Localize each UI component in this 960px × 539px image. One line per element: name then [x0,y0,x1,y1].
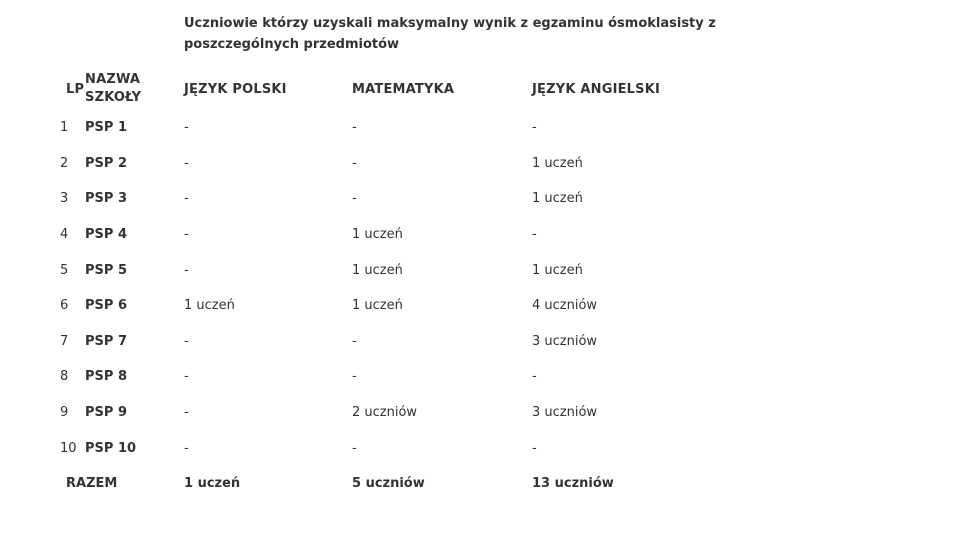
table-row [60,146,732,182]
total-label: RAZEM [66,476,118,492]
results-table [60,68,732,502]
cell-school-name: PSP 3 [85,191,127,207]
cell-lp: 5 [60,262,69,278]
cell-school-name: PSP 2 [85,155,127,171]
cell-matematyka: 1 uczeń [352,227,403,243]
cell-angielski: 1 uczeń [532,262,583,278]
cell-lp: 8 [60,369,69,385]
cell-lp: 7 [60,333,69,349]
cell-polski: - [184,155,189,171]
table-row [60,288,732,324]
cell-angielski: 1 uczeń [532,191,583,207]
cell-lp: 6 [60,298,69,314]
cell-lp: 2 [60,155,69,171]
cell-polski: - [184,405,189,421]
table-row [60,324,732,360]
cell-angielski: - [532,440,537,456]
cell-polski: - [184,333,189,349]
cell-school-name: PSP 6 [85,298,127,314]
cell-polski: - [184,227,189,243]
total-matematyka: 5 uczniów [352,476,425,492]
table-row [60,252,732,288]
table-row [60,430,732,466]
cell-matematyka: - [352,120,357,136]
cell-angielski: 3 uczniów [532,333,598,349]
cell-matematyka: 1 uczeń [352,298,403,314]
table-row [60,395,732,431]
table-header-row [60,68,732,110]
header-school-name-line2: SZKOŁY [85,90,142,105]
cell-matematyka: 2 uczniów [352,405,418,421]
cell-school-name: PSP 4 [85,227,127,243]
cell-school-name: PSP 8 [85,369,127,385]
cell-lp: 4 [60,227,69,243]
cell-polski: - [184,440,189,456]
cell-angielski: - [532,227,537,243]
total-angielski: 13 uczniów [532,476,614,492]
table-row [60,181,732,217]
cell-school-name: PSP 10 [85,440,137,456]
cell-school-name: PSP 1 [85,120,127,136]
cell-angielski: - [532,369,537,385]
cell-matematyka: 1 uczeń [352,262,403,278]
table-row [60,359,732,395]
cell-matematyka: - [352,440,357,456]
header-lp: LP [66,81,85,97]
cell-polski: - [184,191,189,207]
header-school-name-line1: NAZWA [85,72,141,87]
cell-lp: 10 [60,440,77,456]
page-title: Uczniowie którzy uzyskali maksymalny wynik z egzaminu ósmoklasisty z poszczególnych przedmiotów [184,16,716,52]
table-row [60,217,732,253]
cell-lp: 9 [60,405,69,421]
total-polski: 1 uczeń [184,476,241,492]
cell-matematyka: - [352,369,357,385]
cell-polski: 1 uczeń [184,298,235,314]
header-angielski: JĘZYK ANGIELSKI [532,81,661,97]
cell-angielski: 3 uczniów [532,405,598,421]
cell-matematyka: - [352,333,357,349]
cell-angielski: 1 uczeń [532,155,583,171]
header-matematyka: MATEMATYKA [352,81,455,97]
header-school-name [85,68,184,110]
cell-school-name: PSP 7 [85,333,127,349]
cell-school-name: PSP 9 [85,405,127,421]
cell-matematyka: - [352,155,357,171]
table-total-row [60,466,732,502]
cell-school-name: PSP 5 [85,262,127,278]
cell-polski: - [184,120,189,136]
cell-matematyka: - [352,191,357,207]
cell-polski: - [184,262,189,278]
cell-lp: 3 [60,191,69,207]
cell-angielski: 4 uczniów [532,298,598,314]
cell-polski: - [184,369,189,385]
table-row [60,110,732,146]
cell-lp: 1 [60,120,69,136]
header-polski: JĘZYK POLSKI [184,81,287,97]
cell-angielski: - [532,120,537,136]
